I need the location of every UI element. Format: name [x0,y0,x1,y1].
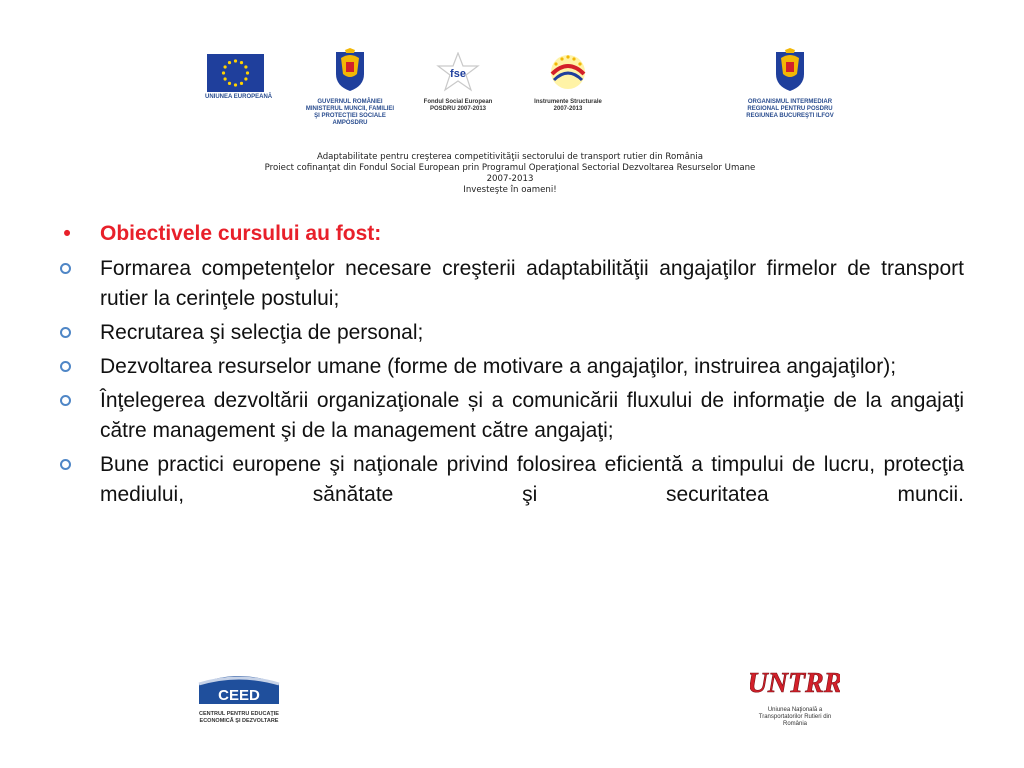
ring-bullet-icon [60,327,71,338]
untrr-caption-3: România [782,721,807,727]
untrr-logo [740,660,850,728]
subtitle-line-3: 2007-2013 [486,174,534,184]
eu-flag-icon [207,54,264,92]
ceed-mark-text: CEED [218,687,260,704]
heading-bullet: • [63,222,71,245]
list-item [60,254,964,314]
romania-crest-icon-2 [773,48,807,92]
romania-crest-icon [333,48,367,92]
gov-caption-3: ŞI PROTECŢIEI SOCIALE [314,113,386,119]
instrumente-caption-1: Instrumente Structurale [534,99,602,105]
fse-caption-1: Fondul Social European [423,99,493,105]
instrumente-structurale-icon [548,52,588,92]
list-item-text: Recrutarea şi selecţia de personal; [100,321,424,344]
list-item-text: Bune practici europene şi naţionale privind folosirea eficientă a timpului de lucru, protecţia mediului, sănătate şi securitatea muncii. [100,453,964,506]
untrr-mark-icon [750,660,840,700]
gov-caption-1: GUVERNUL ROMÂNIEI [317,99,383,105]
slide-content [60,218,964,510]
eu-caption: UNIUNEA EUROPEANĂ [205,94,273,100]
subtitle-line-2: Proiect cofinanţat din Fondul Social European prin Programul Operaţional Sectorial Dezvoltarea Resurselor Umane [264,163,756,173]
subtitle-line-1: Adaptabilitate pentru creşterea competitivităţii sectorului de transport rutier din România [316,152,704,162]
list-item-text: Formarea competenţelor necesare creşterii adaptabilităţii angajaţilor firmelor de transport rutier la cerinţele postului; [100,257,964,310]
list-item [60,386,964,446]
fse-mark-text: fse [450,68,466,80]
gov-caption-2: MINISTERUL MUNCII, FAMILIEI [305,106,395,112]
project-subtitle [200,152,820,196]
subtitle-line-4: Investeşte în oameni! [463,185,557,195]
untrr-mark-text: UNTRR [750,668,840,699]
fse-star-icon [436,52,480,92]
instrumente-caption-2: 2007-2013 [553,106,583,112]
heading-text: Obiectivele cursului au fost: [100,222,382,245]
instrumente-logo [530,52,606,113]
ring-bullet-icon [60,395,71,406]
oi-caption-3: REGIUNEA BUCUREŞTI ILFOV [746,113,834,119]
untrr-caption-2: Transportatorilor Rutieri din [758,714,832,720]
fse-logo [418,52,498,113]
list-item [60,318,964,348]
footer-logos [0,660,1024,750]
header-logos [0,48,1024,128]
ceed-caption-1: CENTRUL PENTRU EDUCAŢIE [199,711,279,717]
ring-bullet-icon [60,459,71,470]
untrr-caption-1: Uniunea Naţională a [767,707,823,713]
objectives-heading [60,218,964,250]
fse-caption-2: POSDRU 2007-2013 [429,106,487,112]
list-item [60,352,964,382]
list-item-text: Înţelegerea dezvoltării organizaţionale și a comunicării fluxului de informaţie de la angajaţi către management şi de la management către angajaţi; [100,389,964,442]
list-item [60,450,964,510]
oi-caption-2: REGIONAL PENTRU POSDRU [747,106,833,112]
oi-caption-1: ORGANISMUL INTERMEDIAR [747,99,833,105]
ring-bullet-icon [60,263,71,274]
ceed-logo [194,670,284,725]
ceed-caption-2: ECONOMICĂ ŞI DEZVOLTARE [199,718,279,724]
gov-caption-4: AMPOSDRU [332,120,368,126]
ceed-mark-icon [197,670,281,704]
oi-logo [740,48,840,120]
gov-logo [300,48,400,127]
list-item-text: Dezvoltarea resurselor umane (forme de motivare a angajaţilor, instruirea angajaţilor); [100,355,897,378]
ring-bullet-icon [60,361,71,372]
eu-logo [205,54,273,101]
